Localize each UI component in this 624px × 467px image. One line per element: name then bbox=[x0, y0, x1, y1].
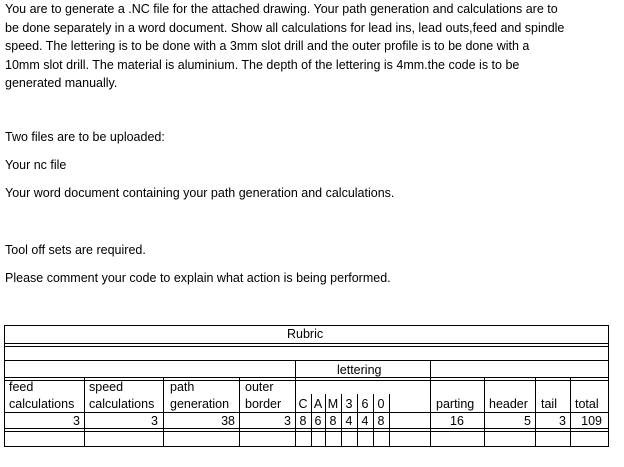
rubric-rule bbox=[4, 343, 609, 344]
rubric-col-rule bbox=[570, 377, 571, 447]
score-letter-a: 6 bbox=[314, 414, 322, 428]
rubric-rule bbox=[4, 428, 609, 429]
instruction-line-3: speed. The lettering is to be done with a 3mm slot drill and the outer profile is to be done with a bbox=[5, 39, 530, 53]
score-total: 109 bbox=[581, 414, 602, 428]
header-letter-6: 6 bbox=[361, 397, 369, 411]
rubric-col-rule bbox=[484, 377, 485, 447]
instruction-line-2: be done separately in a word document. Show all calculations for lead ins, lead outs,feed and spindle bbox=[5, 20, 565, 35]
rubric-col-rule bbox=[389, 394, 390, 447]
score-letter-c: 8 bbox=[299, 414, 307, 428]
header-feed: feed bbox=[9, 380, 34, 394]
uploads-intro: Two files are to be uploaded: bbox=[5, 130, 165, 144]
rubric-border-top bbox=[4, 325, 609, 326]
header-letter-3: 3 bbox=[345, 397, 353, 411]
rubric-border-right bbox=[608, 325, 609, 447]
rubric-col-rule bbox=[239, 377, 240, 447]
header-outer-border: border bbox=[245, 397, 282, 411]
score-header: 5 bbox=[524, 414, 531, 428]
score-path: 38 bbox=[221, 414, 235, 428]
rubric-col-rule bbox=[535, 377, 536, 447]
header-feed-calculations: calculations bbox=[9, 397, 75, 411]
rubric-rule bbox=[4, 431, 609, 432]
header-path: path bbox=[170, 380, 195, 394]
upload-item-nc-file: Your nc file bbox=[5, 158, 67, 172]
header-tail: tail bbox=[541, 397, 557, 411]
header-path-generation: generation bbox=[170, 397, 230, 411]
rubric-col-rule bbox=[163, 377, 164, 447]
header-letter-a: A bbox=[313, 397, 323, 411]
score-letter-3: 4 bbox=[345, 414, 353, 428]
note-tool-offsets: Tool off sets are required. bbox=[5, 243, 146, 257]
score-speed: 3 bbox=[151, 414, 158, 428]
rubric-title: Rubric bbox=[287, 327, 324, 341]
score-outer: 3 bbox=[284, 414, 291, 428]
instruction-line-1: You are to generate a .NC file for the attached drawing. Your path generation and calculations are to bbox=[5, 2, 558, 16]
score-letter-0: 8 bbox=[377, 414, 385, 428]
score-tail: 3 bbox=[559, 414, 566, 428]
note-comment-code: Please comment your code to explain what action is being performed. bbox=[5, 271, 391, 285]
header-header: header bbox=[489, 397, 528, 411]
header-letter-c: C bbox=[298, 397, 308, 411]
upload-item-word-document: Your word document containing your path generation and calculations. bbox=[5, 186, 395, 200]
rubric-rule bbox=[4, 346, 609, 347]
rubric-rule bbox=[4, 360, 609, 361]
score-letter-6: 4 bbox=[361, 414, 369, 428]
score-parting: 16 bbox=[450, 414, 464, 428]
rubric-col-rule bbox=[84, 377, 85, 447]
rubric-lettering-label: lettering bbox=[337, 363, 382, 377]
rubric-col-rule bbox=[430, 360, 431, 447]
instruction-line-5: generated manually. bbox=[5, 76, 118, 90]
header-parting: parting bbox=[436, 397, 475, 411]
score-letter-m: 8 bbox=[329, 414, 337, 428]
header-speed: speed bbox=[89, 380, 124, 394]
rubric-rule bbox=[4, 412, 609, 413]
header-speed-calculations: calculations bbox=[89, 397, 155, 411]
rubric-border-left bbox=[4, 325, 5, 447]
header-letter-m: M bbox=[327, 397, 339, 411]
header-outer: outer bbox=[245, 380, 274, 394]
rubric-rule bbox=[4, 377, 609, 378]
header-letter-0: 0 bbox=[377, 397, 385, 411]
header-total: total bbox=[575, 397, 599, 411]
score-feed: 3 bbox=[73, 414, 80, 428]
instruction-line-4: 10mm slot drill. The material is aluminium. The depth of the lettering is 4mm.the code is to be bbox=[5, 57, 520, 72]
rubric-border-bottom bbox=[4, 446, 609, 447]
